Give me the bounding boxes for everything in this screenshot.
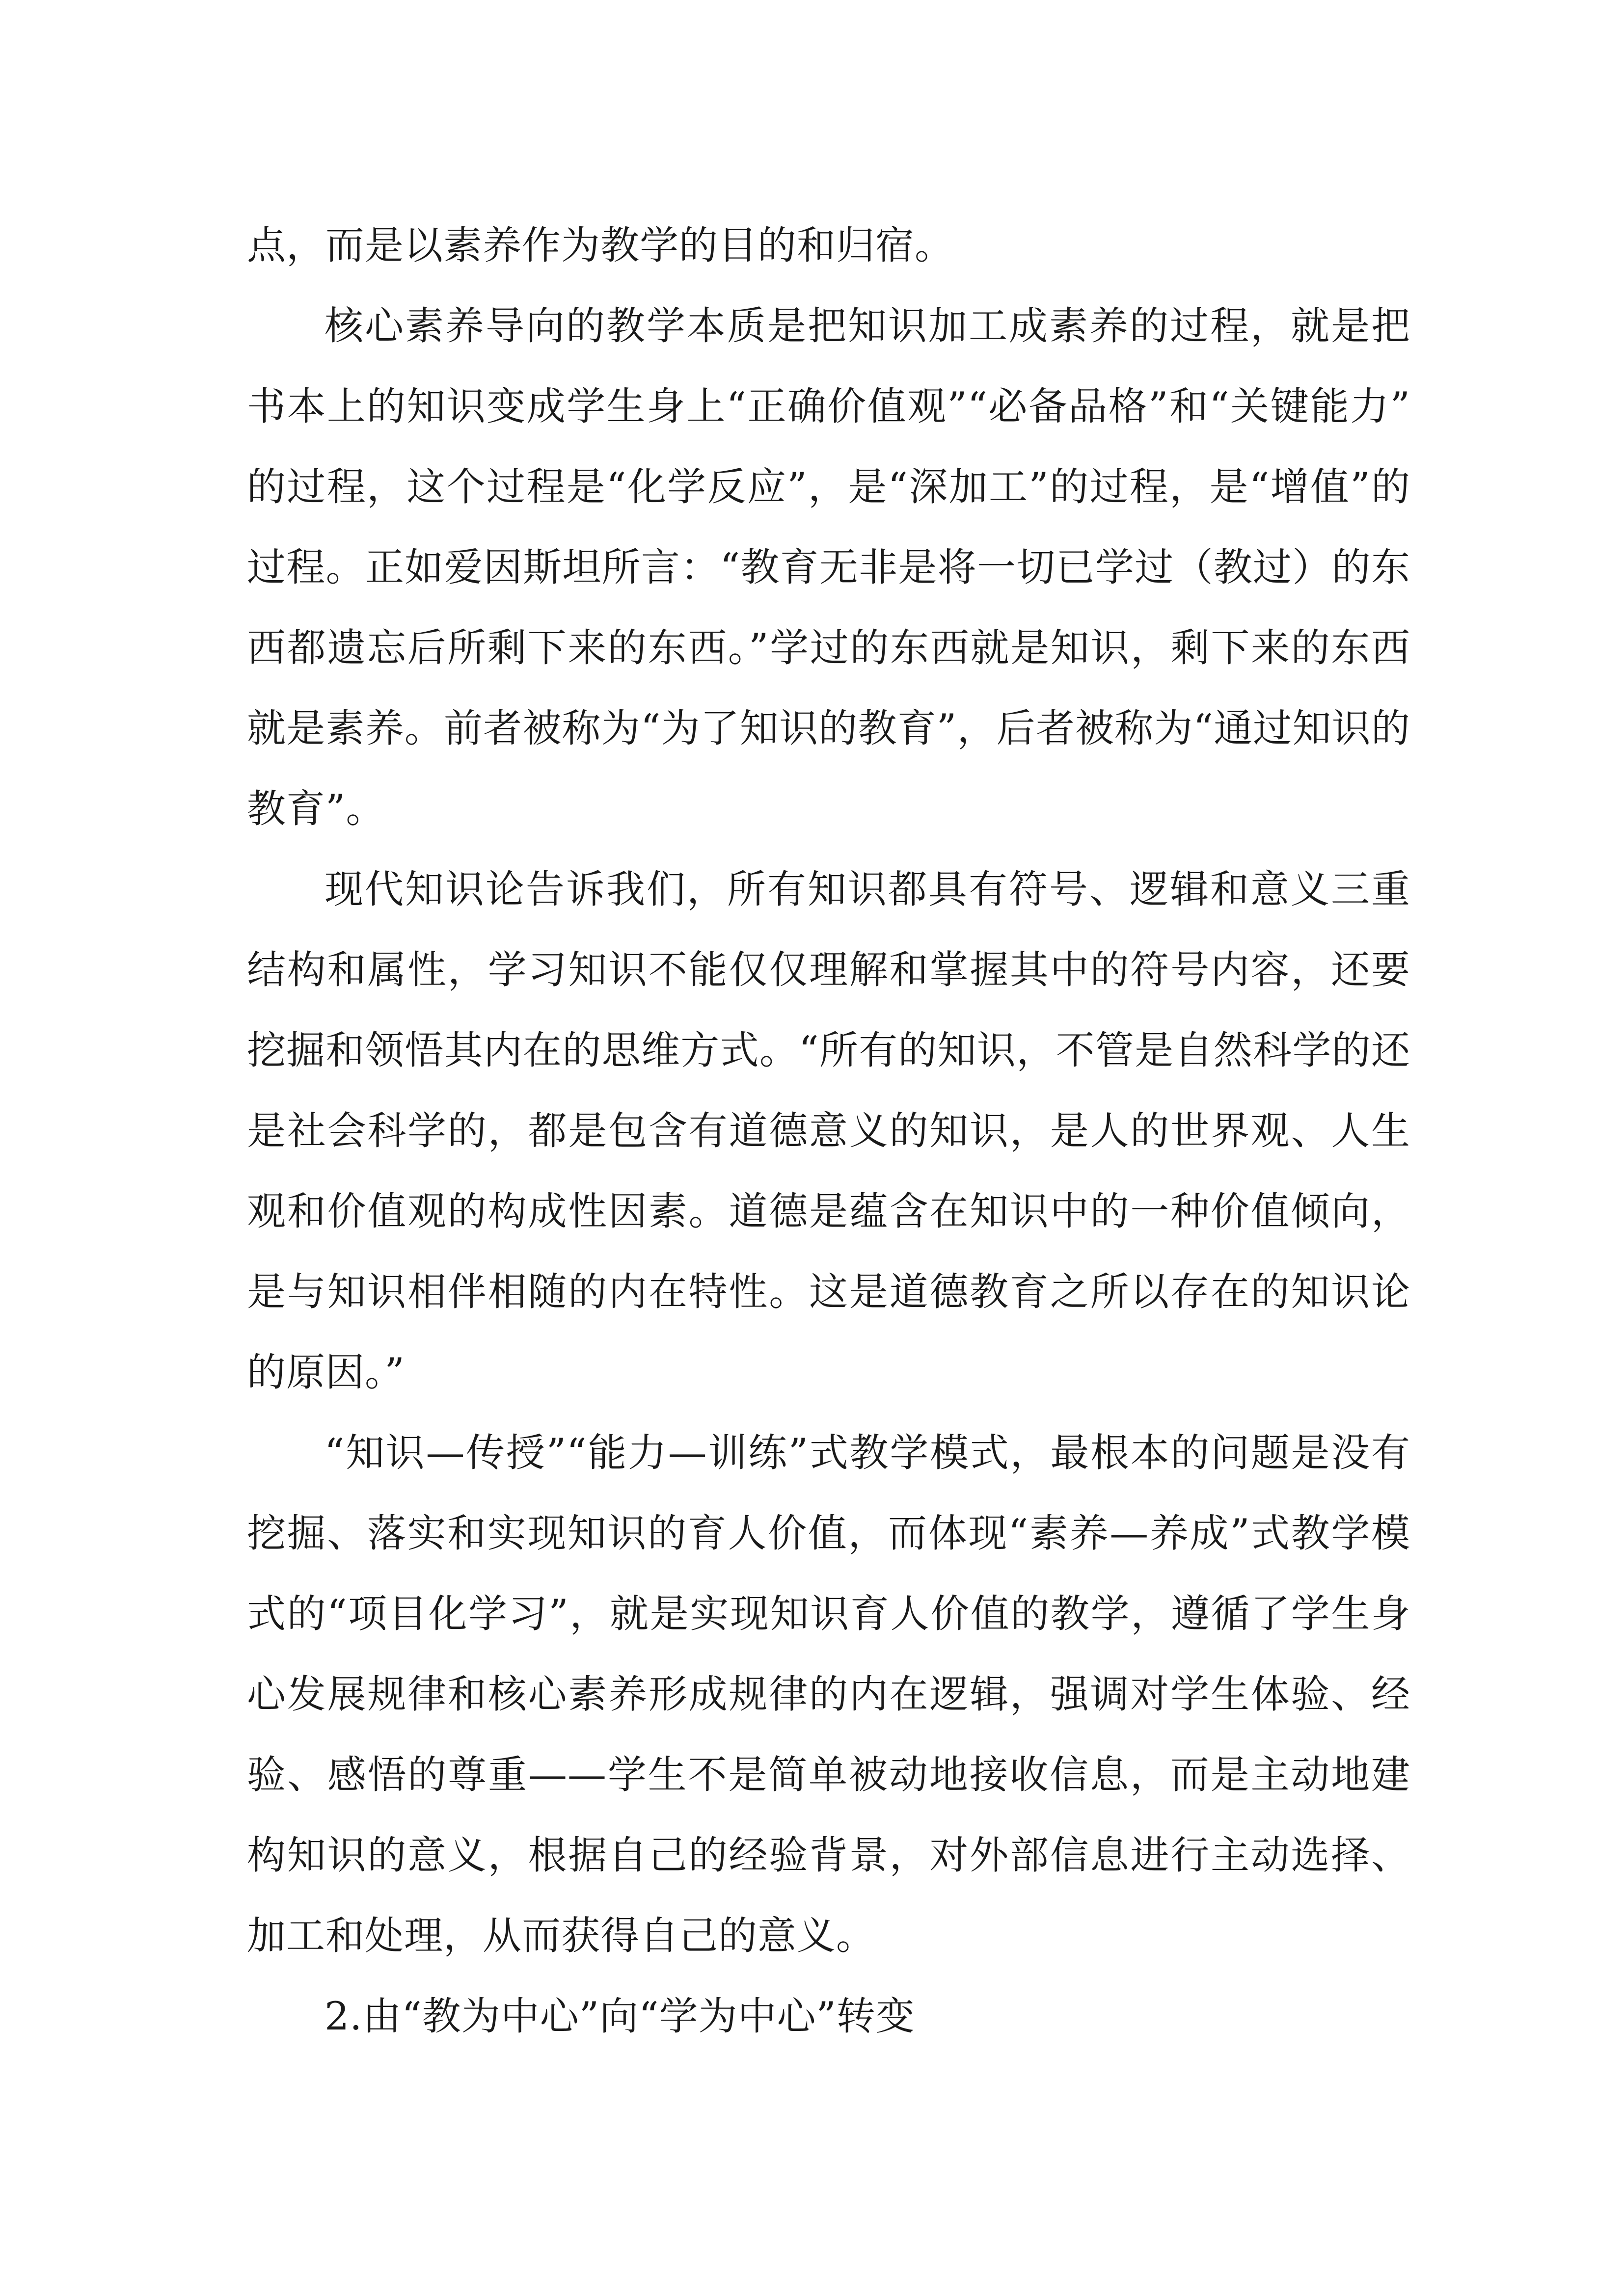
section-heading: 2.由“教为中心”向“学为中心”转变	[325, 1994, 915, 2039]
paragraph-continuation: 点，而是以素养作为教学的目的和归宿。	[247, 223, 954, 268]
body-text	[247, 205, 1410, 2056]
paragraph-core-literacy: 核心素养导向的教学本质是把知识加工成素养的过程，就是把书本上的知识变成学生身上“正确价值观”“必备品格”和“关键能力”的过程，这个过程是“化学反应”，是“深加工”的过程，是“增值”的过程。正如爱因斯坦所言：“教育无非是将一切已学过（教过）的东西都遗忘后所剩下来的东西。”学过的东西就是知识，剩下来的东西就是素养。前者被称为“为了知识的教育”，后者被称为“通过知识的教育”。	[247, 303, 1410, 831]
paragraph-teaching-model: “知识—传授”“能力—训练”式教学模式，最根本的问题是没有挖掘、落实和实现知识的育人价值，而体现“素养—养成”式教学模式的“项目化学习”，就是实现知识育人价值的教学，遵循了学生身心发展规律和核心素养形成规律的内在逻辑，强调对学生体验、经验、感悟的尊重——学生不是简单被动地接收信息，而是主动地建构知识的意义，根据自己的经验背景，对外部信息进行主动选择、加工和处理，从而获得自己的意义。	[247, 1430, 1410, 1958]
paragraph-knowledge-theory: 现代知识论告诉我们，所有知识都具有符号、逻辑和意义三重结构和属性，学习知识不能仅仅理解和掌握其中的符号内容，还要挖掘和领悟其内在的思维方式。“所有的知识，不管是自然科学的还是社会科学的，都是包含有道德意义的知识，是人的世界观、人生观和价值观的构成性因素。道德是蕴含在知识中的一种价值倾向，是与知识相伴相随的内在特性。这是道德教育之所以存在的知识论的原因。”	[247, 867, 1410, 1395]
